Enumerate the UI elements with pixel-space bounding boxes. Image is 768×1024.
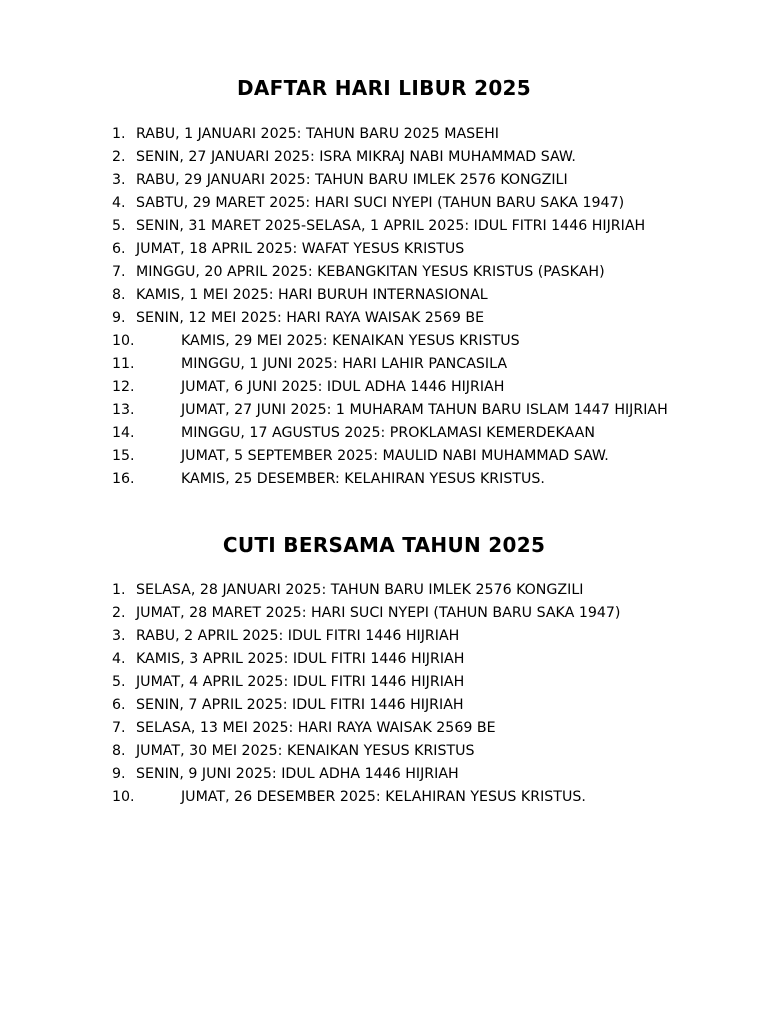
list-item [112, 353, 677, 376]
list-item [112, 238, 677, 261]
list-item-text: KAMIS, 3 APRIL 2025: IDUL FITRI 1446 HIJRIAH [136, 651, 465, 667]
list-item-number: 6. [112, 697, 126, 713]
list-item-number: 1. [112, 126, 126, 142]
list-item [112, 284, 677, 307]
list-item-text: RABU, 2 APRIL 2025: IDUL FITRI 1446 HIJRIAH [136, 628, 460, 644]
list-item-number: 5. [112, 674, 126, 690]
list-item-number: 9. [112, 766, 126, 782]
list-item-number: 7. [112, 264, 126, 280]
list-item [112, 671, 677, 694]
list-item-number: 10. [112, 333, 135, 349]
list-item-number: 5. [112, 218, 126, 234]
list-item-number: 2. [112, 605, 126, 621]
holidays-title: DAFTAR HARI LIBUR 2025 [237, 76, 531, 100]
list-item [112, 786, 677, 809]
list-item-text: JUMAT, 5 SEPTEMBER 2025: MAULID NABI MUHAMMAD SAW. [181, 448, 609, 464]
list-item-text: SENIN, 27 JANUARI 2025: ISRA MIKRAJ NABI MUHAMMAD SAW. [136, 149, 576, 165]
list-item-text: KAMIS, 29 MEI 2025: KENAIKAN YESUS KRISTUS [181, 333, 520, 349]
list-item-number: 11. [112, 356, 135, 372]
list-item [112, 694, 677, 717]
list-item [112, 192, 677, 215]
list-item [112, 146, 677, 169]
list-item-text: RABU, 29 JANUARI 2025: TAHUN BARU IMLEK 2576 KONGZILI [136, 172, 568, 188]
list-item [112, 602, 677, 625]
list-item-number: 3. [112, 172, 126, 188]
list-item-text: JUMAT, 6 JUNI 2025: IDUL ADHA 1446 HIJRIAH [181, 379, 505, 395]
list-item-text: SABTU, 29 MARET 2025: HARI SUCI NYEPI (TAHUN BARU SAKA 1947) [136, 195, 625, 211]
list-item-text: JUMAT, 26 DESEMBER 2025: KELAHIRAN YESUS KRISTUS. [181, 789, 586, 805]
list-item-text: JUMAT, 4 APRIL 2025: IDUL FITRI 1446 HIJRIAH [136, 674, 465, 690]
list-item [112, 376, 677, 399]
list-item-text: KAMIS, 1 MEI 2025: HARI BURUH INTERNASIONAL [136, 287, 488, 303]
list-item-number: 7. [112, 720, 126, 736]
list-item-number: 13. [112, 402, 135, 418]
list-item-number: 9. [112, 310, 126, 326]
list-item [112, 717, 677, 740]
list-item [112, 261, 677, 284]
list-item [112, 330, 677, 353]
list-item [112, 740, 677, 763]
list-item [112, 648, 677, 671]
cuti-bersama-title: CUTI BERSAMA TAHUN 2025 [222, 533, 546, 557]
list-item-text: SELASA, 28 JANUARI 2025: TAHUN BARU IMLEK 2576 KONGZILI [136, 582, 584, 598]
list-item-number: 14. [112, 425, 135, 441]
list-item [112, 123, 677, 146]
list-item-text: SELASA, 13 MEI 2025: HARI RAYA WAISAK 2569 BE [136, 720, 496, 736]
list-item-text: JUMAT, 30 MEI 2025: KENAIKAN YESUS KRISTUS [136, 743, 475, 759]
list-item-number: 16. [112, 471, 135, 487]
list-item-text: JUMAT, 27 JUNI 2025: 1 MUHARAM TAHUN BARU ISLAM 1447 HIJRIAH [181, 402, 668, 418]
list-item-number: 15. [112, 448, 135, 464]
list-item-text: RABU, 1 JANUARI 2025: TAHUN BARU 2025 MASEHI [136, 126, 499, 142]
list-item [112, 215, 677, 238]
list-item-number: 8. [112, 743, 126, 759]
list-item-number: 10. [112, 789, 135, 805]
list-item [112, 445, 677, 468]
list-item-text: JUMAT, 18 APRIL 2025: WAFAT YESUS KRISTUS [136, 241, 465, 257]
list-item-number: 8. [112, 287, 126, 303]
list-item-number: 12. [112, 379, 135, 395]
list-item [112, 422, 677, 445]
list-item-number: 3. [112, 628, 126, 644]
list-item-number: 2. [112, 149, 126, 165]
list-item-text: MINGGU, 20 APRIL 2025: KEBANGKITAN YESUS KRISTUS (PASKAH) [136, 264, 605, 280]
list-item-text: SENIN, 9 JUNI 2025: IDUL ADHA 1446 HIJRIAH [136, 766, 459, 782]
list-item [112, 307, 677, 330]
list-item-number: 4. [112, 651, 126, 667]
list-item [112, 763, 677, 786]
cuti-bersama-list [112, 579, 677, 809]
list-item [112, 625, 677, 648]
list-item [112, 169, 677, 192]
list-item-text: JUMAT, 28 MARET 2025: HARI SUCI NYEPI (TAHUN BARU SAKA 1947) [136, 605, 621, 621]
list-item [112, 468, 677, 491]
list-item [112, 399, 677, 422]
list-item-text: KAMIS, 25 DESEMBER: KELAHIRAN YESUS KRISTUS. [181, 471, 545, 487]
list-item-text: MINGGU, 1 JUNI 2025: HARI LAHIR PANCASILA [181, 356, 508, 372]
list-item [112, 579, 677, 602]
list-item-number: 6. [112, 241, 126, 257]
list-item-text: SENIN, 31 MARET 2025-SELASA, 1 APRIL 2025: IDUL FITRI 1446 HIJRIAH [136, 218, 646, 234]
list-item-text: SENIN, 12 MEI 2025: HARI RAYA WAISAK 2569 BE [136, 310, 485, 326]
list-item-number: 1. [112, 582, 126, 598]
holidays-list [112, 123, 677, 491]
list-item-text: MINGGU, 17 AGUSTUS 2025: PROKLAMASI KEMERDEKAAN [181, 425, 595, 441]
list-item-number: 4. [112, 195, 126, 211]
list-item-text: SENIN, 7 APRIL 2025: IDUL FITRI 1446 HIJRIAH [136, 697, 464, 713]
